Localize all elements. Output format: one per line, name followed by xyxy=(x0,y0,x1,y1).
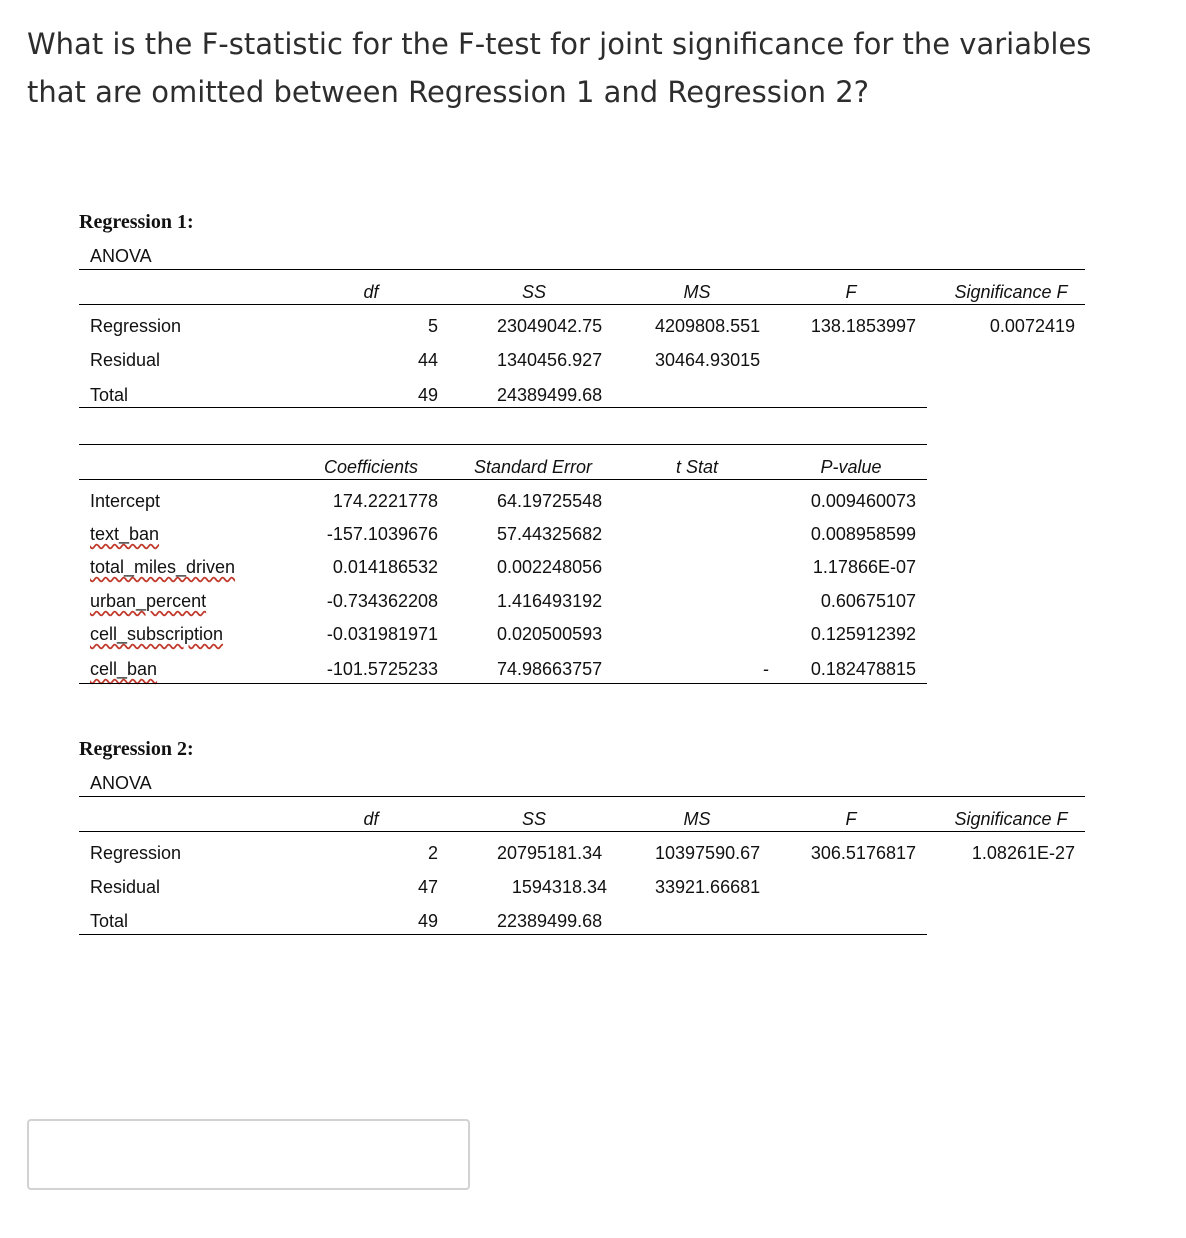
row-label: cell_ban xyxy=(90,659,158,679)
table-row xyxy=(79,877,1085,907)
row-label: cell_subscription xyxy=(90,624,224,644)
row-label: Regression xyxy=(90,316,182,336)
row-label: Total xyxy=(90,911,129,931)
cell-ss: 22389499.68 xyxy=(497,911,603,931)
row-label: text_ban xyxy=(90,524,160,544)
row-label: total_miles_driven xyxy=(90,557,236,577)
table-row xyxy=(79,557,927,587)
header-significance-f: Significance F xyxy=(954,809,1068,829)
cell-standard-error: 74.98663757 xyxy=(497,659,603,679)
table-row xyxy=(79,385,1085,415)
row-label: Residual xyxy=(90,877,161,897)
cell-significance-f: 1.08261E-27 xyxy=(971,843,1075,863)
cell-ss: 23049042.75 xyxy=(497,316,603,336)
cell-ms: 30464.93015 xyxy=(655,350,761,370)
cell-t-stat: - xyxy=(763,659,769,679)
table-row xyxy=(79,843,1085,873)
header-f: F xyxy=(845,809,857,829)
table-rule xyxy=(79,683,927,684)
cell-coefficient: -0.734362208 xyxy=(326,591,438,611)
cell-p-value: 0.009460073 xyxy=(810,491,916,511)
row-label: urban_percent xyxy=(90,591,207,611)
table-row xyxy=(79,659,927,689)
question-text: What is the F-statistic for the F-test for joint significance for the variables that are omitted between Regression 1 and Regression 2? xyxy=(27,27,1092,109)
table-rule xyxy=(79,831,1085,832)
cell-standard-error: 64.19725548 xyxy=(497,491,603,511)
table-row xyxy=(79,316,1085,346)
answer-input[interactable] xyxy=(27,1119,470,1190)
cell-coefficient: -157.1039676 xyxy=(326,524,438,544)
cell-ss: 1340456.927 xyxy=(497,350,603,370)
row-label: Intercept xyxy=(90,491,161,511)
table-rule xyxy=(79,407,927,408)
regression-1-title: Regression 1: xyxy=(79,211,194,233)
row-label: Residual xyxy=(90,350,161,370)
table-rule xyxy=(79,269,1085,270)
cell-ss: 1594318.34 xyxy=(511,877,607,897)
header-significance-f: Significance F xyxy=(954,282,1068,302)
header-df: df xyxy=(363,282,379,302)
table-header-row xyxy=(79,282,1085,312)
cell-significance-f: 0.0072419 xyxy=(989,316,1075,336)
header-f: F xyxy=(845,282,857,302)
table-rule xyxy=(79,304,1085,305)
table-row xyxy=(79,624,927,654)
cell-standard-error: 0.002248056 xyxy=(497,557,603,577)
cell-df: 44 xyxy=(417,350,438,370)
cell-ms: 4209808.551 xyxy=(655,316,761,336)
table-row xyxy=(79,491,927,521)
table-rule xyxy=(79,934,927,935)
header-coefficients: Coefficients xyxy=(323,457,419,477)
cell-p-value: 1.17866E-07 xyxy=(812,557,916,577)
cell-df: 49 xyxy=(417,911,438,931)
header-standard-error: Standard Error xyxy=(473,457,593,477)
header-p-value: P-value xyxy=(820,457,882,477)
regression-2-title: Regression 2: xyxy=(79,738,194,760)
header-ss: SS xyxy=(521,809,546,829)
table-row xyxy=(79,350,1085,380)
table-rule xyxy=(79,796,1085,797)
cell-coefficient: 174.2221778 xyxy=(332,491,438,511)
cell-df: 49 xyxy=(417,385,438,405)
cell-standard-error: 0.020500593 xyxy=(497,624,603,644)
header-df: df xyxy=(363,809,379,829)
cell-f: 306.5176817 xyxy=(810,843,916,863)
cell-ss: 20795181.34 xyxy=(497,843,603,863)
cell-df: 47 xyxy=(417,877,438,897)
table-header-row xyxy=(79,457,927,487)
cell-f: 138.1853997 xyxy=(810,316,916,336)
cell-df: 5 xyxy=(427,316,438,336)
cell-standard-error: 57.44325682 xyxy=(497,524,603,544)
cell-standard-error: 1.416493192 xyxy=(497,591,603,611)
regression-1-anova-label: ANOVA xyxy=(90,246,152,266)
cell-coefficient: -0.031981971 xyxy=(326,624,438,644)
cell-df: 2 xyxy=(427,843,438,863)
cell-p-value: 0.008958599 xyxy=(810,524,916,544)
cell-ms: 33921.66681 xyxy=(655,877,761,897)
cell-p-value: 0.182478815 xyxy=(810,659,916,679)
header-ss: SS xyxy=(521,282,546,302)
cell-p-value: 0.125912392 xyxy=(810,624,916,644)
table-row xyxy=(79,591,927,621)
header-ms: MS xyxy=(683,282,711,302)
cell-ms: 10397590.67 xyxy=(655,843,761,863)
cell-coefficient: -101.5725233 xyxy=(326,659,438,679)
table-header-row xyxy=(79,809,1085,839)
row-label: Total xyxy=(90,385,129,405)
table-rule xyxy=(79,479,927,480)
header-t-stat: t Stat xyxy=(675,457,719,477)
cell-p-value: 0.60675107 xyxy=(820,591,916,611)
header-ms: MS xyxy=(683,809,711,829)
table-rule xyxy=(79,444,927,445)
table-row xyxy=(79,911,1085,941)
regression-2-anova-label: ANOVA xyxy=(90,773,152,793)
cell-coefficient: 0.014186532 xyxy=(332,557,438,577)
cell-ss: 24389499.68 xyxy=(497,385,603,405)
table-row xyxy=(79,524,927,554)
row-label: Regression xyxy=(90,843,182,863)
